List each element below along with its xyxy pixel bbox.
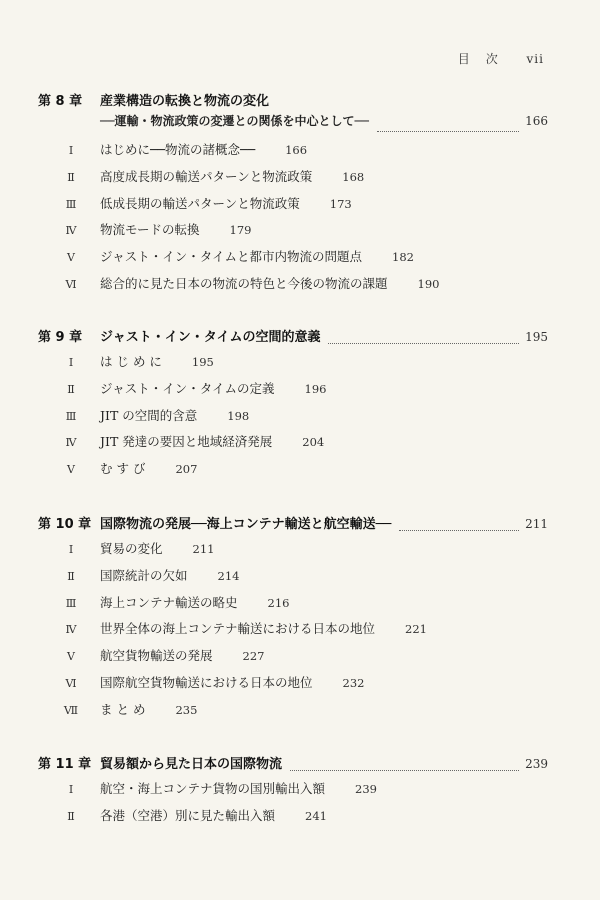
section-page-number: 239 — [355, 782, 377, 796]
section-page-number: 211 — [192, 542, 215, 556]
section-title: 低成長期の輸送パターンと物流政策 — [100, 195, 300, 211]
section-number: Ⅲ — [65, 197, 77, 211]
section-list — [38, 140, 548, 301]
section-entry — [38, 432, 548, 459]
chapter-number: 第 9 章 — [38, 330, 83, 345]
section-entry — [38, 700, 548, 727]
chapter-page-number: 195 — [525, 330, 548, 344]
section-entry — [38, 247, 548, 274]
section-number: Ⅱ — [67, 809, 75, 823]
chapter-page-number: 239 — [525, 757, 548, 771]
section-number: Ⅶ — [63, 703, 79, 717]
section-page-number: 241 — [305, 808, 327, 823]
section-title: は じ め に — [100, 354, 162, 369]
section-number: Ⅲ — [65, 596, 77, 610]
section-page-number: 182 — [392, 250, 414, 265]
section-number: Ⅱ — [67, 569, 75, 583]
section-entry — [38, 459, 548, 486]
chapter-heading — [38, 753, 548, 775]
section-page-number: 216 — [267, 595, 290, 610]
section-number: Ⅱ — [67, 170, 75, 184]
section-title: 国際航空貨物輸送における日本の地位 — [100, 674, 313, 690]
chapter-heading — [38, 326, 548, 348]
dot-leader — [377, 130, 519, 132]
section-page-number: 232 — [342, 675, 365, 690]
section-entry — [38, 619, 548, 646]
section-title: 海上コンテナ輸送の略史 — [100, 594, 238, 610]
section-entry — [38, 194, 548, 221]
section-number: Ⅰ — [68, 144, 74, 157]
section-title: 貿易の変化 — [100, 541, 163, 556]
section-number: Ⅳ — [65, 623, 77, 637]
section-entry — [38, 140, 548, 167]
section-title: ま と め — [100, 701, 146, 717]
chapter-title: 貿易額から見た日本の国際物流 — [100, 757, 283, 772]
chapter-title: 産業構造の転換と物流の変化 — [100, 94, 270, 109]
section-page-number: 214 — [217, 568, 240, 583]
section-entry — [38, 673, 548, 700]
section-entry — [38, 406, 548, 433]
chapter-number: 第 11 章 — [38, 757, 92, 772]
section-list — [38, 352, 548, 486]
running-head-title: 目次 — [457, 52, 514, 66]
chapter-10 — [38, 513, 548, 727]
section-number: Ⅰ — [68, 356, 74, 369]
chapter-subtitle-line — [38, 112, 548, 136]
section-page-number: 190 — [417, 276, 440, 291]
section-entry — [38, 593, 548, 620]
section-page-number: 221 — [405, 622, 427, 637]
section-page-number: 179 — [229, 223, 252, 238]
section-entry — [38, 566, 548, 593]
section-page-number: 173 — [329, 196, 352, 211]
section-entry — [38, 352, 548, 379]
chapter-number: 第 10 章 — [38, 517, 92, 532]
dot-leader — [399, 529, 519, 531]
section-title: 航空・海上コンテナ貨物の国別輸出入額 — [100, 781, 326, 796]
section-entry — [38, 539, 548, 566]
section-title: 航空貨物輸送の発展 — [100, 648, 213, 664]
section-number: Ⅳ — [65, 436, 77, 450]
section-entry — [38, 274, 548, 301]
section-title: む す び — [100, 461, 146, 477]
section-title: JIT 発達の要因と地域経済発展 — [100, 434, 273, 450]
section-number: Ⅰ — [68, 783, 74, 796]
section-title: 世界全体の海上コンテナ輸送における日本の地位 — [100, 621, 376, 637]
chapter-8 — [38, 90, 548, 301]
dot-leader — [328, 342, 519, 344]
section-title: 各港（空港）別に見た輸出入額 — [100, 807, 276, 823]
section-entry — [38, 167, 548, 194]
section-title: 国際統計の欠如 — [100, 567, 188, 583]
section-number: Ⅵ — [65, 277, 77, 291]
section-title: ジャスト・イン・タイムと都市内物流の問題点 — [100, 249, 363, 265]
section-page-number: 166 — [285, 143, 308, 157]
dot-leader — [290, 769, 519, 771]
running-head-page-number: vii — [526, 52, 544, 66]
chapter-number: 第 8 章 — [38, 94, 83, 109]
chapter-page-number: 166 — [525, 114, 548, 128]
chapter-title: ジャスト・イン・タイムの空間的意義 — [100, 330, 321, 345]
section-list — [38, 779, 548, 833]
section-page-number: 168 — [342, 169, 365, 184]
section-number: Ⅴ — [67, 463, 75, 477]
chapter-heading — [38, 513, 548, 535]
chapter-page-number: 211 — [525, 517, 548, 531]
section-entry — [38, 779, 548, 806]
section-number: Ⅴ — [67, 251, 75, 265]
section-page-number: 227 — [242, 649, 265, 664]
section-title: 高度成長期の輸送パターンと物流政策 — [100, 168, 313, 184]
section-page-number: 198 — [227, 408, 250, 423]
section-number: Ⅴ — [67, 650, 75, 664]
section-number: Ⅳ — [65, 224, 77, 238]
running-head — [458, 50, 544, 67]
section-number: Ⅰ — [68, 543, 74, 556]
section-title: 総合的に見た日本の物流の特色と今後の物流の課題 — [100, 275, 388, 291]
section-title: JIT の空間的含意 — [100, 407, 198, 423]
chapter-11 — [38, 753, 548, 833]
section-page-number: 235 — [175, 702, 198, 717]
section-entry — [38, 806, 548, 833]
section-title: はじめに──物流の諸概念── — [100, 142, 256, 157]
chapter-heading — [38, 90, 548, 112]
section-title: ジャスト・イン・タイムの定義 — [100, 380, 275, 396]
section-number: Ⅵ — [65, 676, 77, 690]
section-page-number: 195 — [191, 355, 214, 369]
section-page-number: 204 — [302, 435, 325, 450]
section-page-number: 196 — [304, 381, 327, 396]
section-list — [38, 539, 548, 727]
chapter-subtitle: ──運輸・物流政策の変遷との関係を中心として── — [100, 114, 369, 128]
section-page-number: 207 — [175, 462, 198, 477]
section-title: 物流モードの転換 — [100, 222, 200, 238]
section-entry — [38, 646, 548, 673]
section-number: Ⅱ — [67, 382, 75, 396]
section-entry — [38, 220, 548, 247]
section-number: Ⅲ — [65, 409, 77, 423]
chapter-9 — [38, 326, 548, 486]
section-entry — [38, 379, 548, 406]
chapter-title: 国際物流の発展──海上コンテナ輸送と航空輸送── — [100, 517, 392, 532]
